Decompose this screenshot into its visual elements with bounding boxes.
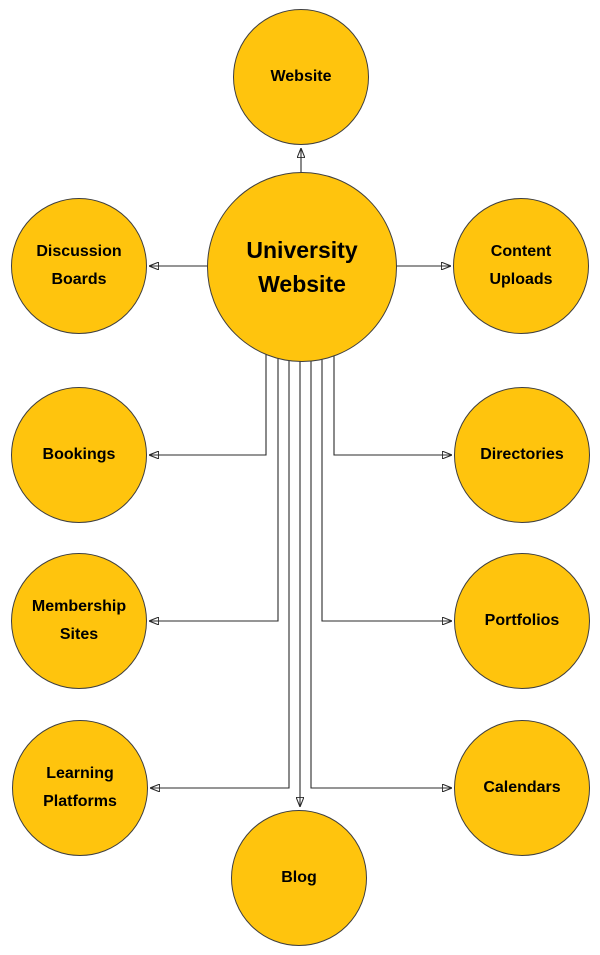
node-discussion-boards-label: Discussion Boards [36, 243, 122, 288]
node-calendars-label: Calendars [483, 779, 561, 796]
edge-central-to-directories [334, 350, 452, 455]
node-portfolios-label: Portfolios [484, 612, 560, 629]
node-calendars [454, 720, 590, 856]
edge-central-to-membership-sites [149, 355, 278, 621]
node-discussion-boards [11, 198, 147, 334]
node-content-uploads-label: Content Uploads [489, 243, 553, 288]
node-learning-platforms-label: Learning Platforms [43, 765, 117, 810]
node-directories-label: Directories [480, 446, 564, 463]
node-membership-sites [11, 553, 147, 689]
node-website [233, 9, 369, 145]
node-website-label: Website [270, 68, 332, 85]
node-university-website-label: University Website [246, 236, 358, 297]
node-blog [231, 810, 367, 946]
edge-central-to-portfolios [322, 355, 452, 621]
node-bookings [11, 387, 147, 523]
node-learning-platforms [12, 720, 148, 856]
node-membership-sites-label: Membership Sites [31, 598, 127, 643]
node-directories [454, 387, 590, 523]
node-bookings-label: Bookings [42, 446, 116, 463]
edge-central-to-calendars [311, 358, 452, 788]
node-blog-label: Blog [281, 869, 317, 886]
edge-central-to-bookings [149, 350, 266, 455]
node-university-website [207, 172, 397, 362]
edge-central-to-learning-platforms [150, 358, 289, 788]
node-content-uploads [453, 198, 589, 334]
node-portfolios [454, 553, 590, 689]
